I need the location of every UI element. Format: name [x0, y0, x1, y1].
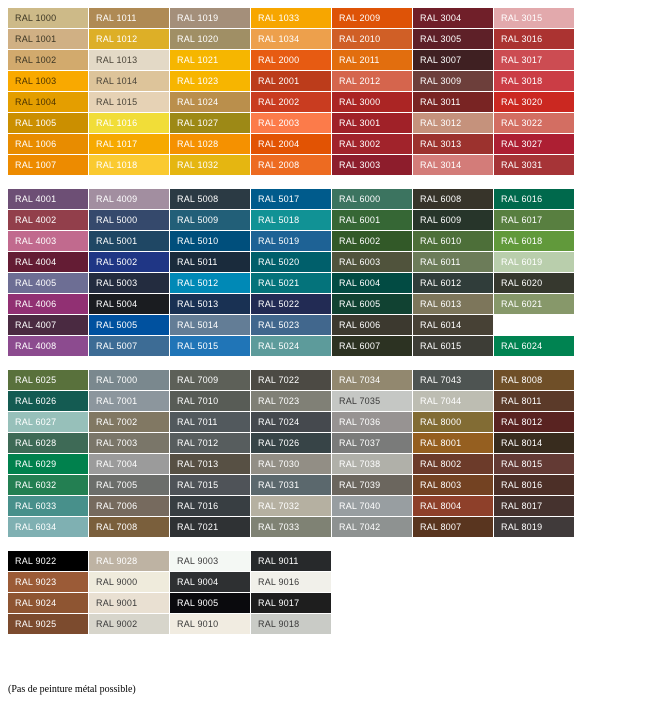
color-swatch[interactable]: RAL 1012 — [89, 29, 169, 49]
color-swatch[interactable]: RAL 3001 — [332, 113, 412, 133]
column-ral-6008 — [413, 189, 493, 356]
color-swatch[interactable]: RAL 8002 — [413, 454, 493, 474]
color-swatch[interactable]: RAL 1004 — [8, 92, 88, 112]
color-swatch[interactable]: RAL 3012 — [413, 113, 493, 133]
color-swatch[interactable]: RAL 2008 — [251, 155, 331, 175]
color-swatch[interactable]: RAL 7005 — [89, 475, 169, 495]
color-swatch[interactable]: RAL 4006 — [8, 294, 88, 314]
color-swatch[interactable]: RAL 5010 — [170, 231, 250, 251]
color-swatch[interactable]: RAL 9017 — [251, 593, 331, 613]
column-ral-9022 — [8, 551, 88, 634]
color-swatch[interactable]: RAL 6004 — [332, 273, 412, 293]
color-swatch[interactable]: RAL 7012 — [170, 433, 250, 453]
color-swatch[interactable]: RAL 3013 — [413, 134, 493, 154]
color-swatch[interactable]: RAL 7040 — [332, 496, 412, 516]
color-swatch[interactable]: RAL 2004 — [251, 134, 331, 154]
color-swatch[interactable]: RAL 9016 — [251, 572, 331, 592]
color-swatch[interactable]: RAL 6009 — [413, 210, 493, 230]
color-swatch[interactable]: RAL 6001 — [332, 210, 412, 230]
color-groups — [0, 8, 665, 634]
grey-brown-group — [8, 370, 665, 537]
color-swatch[interactable]: RAL 8004 — [413, 496, 493, 516]
color-swatch[interactable]: RAL 1017 — [89, 134, 169, 154]
color-swatch[interactable]: RAL 6033 — [8, 496, 88, 516]
column-ral-4001 — [8, 189, 88, 356]
color-swatch[interactable]: RAL 6000 — [332, 189, 412, 209]
column-ral-6025 — [8, 370, 88, 537]
column-ral-6000 — [332, 189, 412, 356]
column-ral-2009 — [332, 8, 412, 175]
color-swatch[interactable]: RAL 7016 — [170, 496, 250, 516]
color-swatch[interactable]: RAL 1034 — [251, 29, 331, 49]
color-swatch[interactable]: RAL 5020 — [251, 252, 331, 272]
color-swatch[interactable]: RAL 7032 — [251, 496, 331, 516]
color-swatch[interactable]: RAL 7043 — [413, 370, 493, 390]
color-swatch[interactable]: RAL 1013 — [89, 50, 169, 70]
color-swatch[interactable]: RAL 3027 — [494, 134, 574, 154]
color-swatch[interactable]: RAL 5017 — [251, 189, 331, 209]
color-swatch[interactable]: RAL 6032 — [8, 475, 88, 495]
color-swatch[interactable]: RAL 7013 — [170, 454, 250, 474]
column-ral-7009 — [170, 370, 250, 537]
color-swatch[interactable]: RAL 3031 — [494, 155, 574, 175]
color-swatch[interactable]: RAL 6024 — [494, 336, 574, 356]
color-swatch[interactable]: RAL 4007 — [8, 315, 88, 335]
color-swatch[interactable]: RAL 7030 — [251, 454, 331, 474]
color-swatch[interactable]: RAL 6005 — [332, 294, 412, 314]
color-swatch[interactable]: RAL 5005 — [89, 315, 169, 335]
color-swatch[interactable]: RAL 1014 — [89, 71, 169, 91]
color-swatch[interactable]: RAL 6018 — [494, 231, 574, 251]
color-swatch[interactable]: RAL 7024 — [251, 412, 331, 432]
color-swatch[interactable]: RAL 2012 — [332, 71, 412, 91]
color-swatch[interactable]: RAL 5013 — [170, 294, 250, 314]
color-swatch[interactable]: RAL 8008 — [494, 370, 574, 390]
color-swatch[interactable]: RAL 3015 — [494, 8, 574, 28]
color-swatch[interactable]: RAL 7008 — [89, 517, 169, 537]
color-swatch[interactable]: RAL 9003 — [170, 551, 250, 571]
color-swatch[interactable]: RAL 5022 — [251, 294, 331, 314]
color-swatch[interactable]: RAL 3018 — [494, 71, 574, 91]
color-swatch[interactable]: RAL 4008 — [8, 336, 88, 356]
column-ral-8008 — [494, 370, 574, 537]
column-ral-7034 — [332, 370, 412, 537]
color-swatch[interactable]: RAL 5018 — [251, 210, 331, 230]
yellow-group — [8, 8, 665, 175]
column-ral-7022 — [251, 370, 331, 537]
color-swatch[interactable]: RAL 8003 — [413, 475, 493, 495]
color-swatch[interactable]: RAL 1018 — [89, 155, 169, 175]
color-swatch[interactable]: RAL 7021 — [170, 517, 250, 537]
color-swatch[interactable]: RAL 5019 — [251, 231, 331, 251]
color-swatch[interactable]: RAL 7038 — [332, 454, 412, 474]
violet-blue-green-group — [8, 189, 665, 356]
color-swatch[interactable]: RAL 9028 — [89, 551, 169, 571]
color-swatch[interactable]: RAL 7011 — [170, 412, 250, 432]
color-swatch[interactable]: RAL 5023 — [251, 315, 331, 335]
color-swatch[interactable]: RAL 4009 — [89, 189, 169, 209]
column-ral-1011 — [89, 8, 169, 175]
color-swatch[interactable]: RAL 1015 — [89, 92, 169, 112]
color-swatch[interactable]: RAL 1005 — [8, 113, 88, 133]
color-swatch[interactable]: RAL 5003 — [89, 273, 169, 293]
color-swatch[interactable]: RAL 6027 — [8, 412, 88, 432]
color-swatch[interactable]: RAL 7015 — [170, 475, 250, 495]
color-swatch[interactable]: RAL 8012 — [494, 412, 574, 432]
color-swatch[interactable]: RAL 7036 — [332, 412, 412, 432]
color-swatch[interactable]: RAL 1028 — [170, 134, 250, 154]
column-ral-1000 — [8, 8, 88, 175]
color-swatch[interactable]: RAL 6034 — [8, 517, 88, 537]
color-swatch[interactable]: RAL 4005 — [8, 273, 88, 293]
color-swatch[interactable]: RAL 5009 — [170, 210, 250, 230]
color-swatch[interactable]: RAL 8014 — [494, 433, 574, 453]
color-swatch[interactable]: RAL 5004 — [89, 294, 169, 314]
column-ral-7000 — [89, 370, 169, 537]
column-ral-6016 — [494, 189, 574, 356]
color-swatch[interactable]: RAL 5012 — [170, 273, 250, 293]
color-swatch[interactable]: RAL 8017 — [494, 496, 574, 516]
color-swatch[interactable]: RAL 9010 — [170, 614, 250, 634]
color-swatch[interactable]: RAL 5021 — [251, 273, 331, 293]
color-swatch[interactable]: RAL 8019 — [494, 517, 574, 537]
color-swatch[interactable]: RAL 2003 — [251, 113, 331, 133]
color-swatch[interactable]: RAL 1024 — [170, 92, 250, 112]
color-swatch[interactable]: RAL 6021 — [494, 294, 574, 314]
color-swatch[interactable]: RAL 1027 — [170, 113, 250, 133]
color-swatch[interactable]: RAL 9018 — [251, 614, 331, 634]
color-swatch[interactable]: RAL 6022 — [501, 320, 543, 330]
color-swatch[interactable]: RAL 6029 — [8, 454, 88, 474]
color-swatch[interactable]: RAL 6006 — [332, 315, 412, 335]
color-swatch[interactable]: RAL 8000 — [413, 412, 493, 432]
color-swatch[interactable]: RAL 9022 — [8, 551, 88, 571]
color-swatch[interactable]: RAL 9001 — [89, 593, 169, 613]
color-swatch[interactable]: RAL 2011 — [332, 50, 412, 70]
color-swatch[interactable]: RAL 3016 — [494, 29, 574, 49]
color-swatch[interactable]: RAL 2010 — [332, 29, 412, 49]
color-swatch[interactable]: RAL 1006 — [8, 134, 88, 154]
color-swatch[interactable]: RAL 1021 — [170, 50, 250, 70]
color-swatch[interactable]: RAL 2001 — [251, 71, 331, 91]
color-swatch[interactable]: RAL 1019 — [170, 8, 250, 28]
color-swatch[interactable]: RAL 6017 — [494, 210, 574, 230]
color-swatch[interactable]: RAL 6013 — [413, 294, 493, 314]
color-swatch[interactable]: RAL 1032 — [170, 155, 250, 175]
color-swatch[interactable]: RAL 7022 — [251, 370, 331, 390]
color-swatch[interactable]: RAL 1000 — [8, 8, 88, 28]
color-swatch[interactable]: RAL 7033 — [251, 517, 331, 537]
color-swatch[interactable]: RAL 7002 — [89, 412, 169, 432]
color-swatch[interactable]: RAL 3000 — [332, 92, 412, 112]
color-swatch[interactable]: RAL 9004 — [170, 572, 250, 592]
color-swatch[interactable]: RAL 7039 — [332, 475, 412, 495]
color-swatch[interactable]: RAL 6014 — [413, 315, 493, 335]
column-ral-1019 — [170, 8, 250, 175]
footnote: (Pas de peinture métal possible) — [8, 684, 136, 695]
color-swatch[interactable]: RAL 6020 — [494, 273, 574, 293]
color-swatch[interactable]: RAL 6015 — [413, 336, 493, 356]
color-swatch[interactable]: RAL 8001 — [413, 433, 493, 453]
column-ral-4009 — [89, 189, 169, 356]
color-swatch[interactable]: RAL 7037 — [332, 433, 412, 453]
color-swatch[interactable]: RAL 3017 — [494, 50, 574, 70]
color-swatch[interactable]: RAL 7044 — [413, 391, 493, 411]
color-swatch[interactable]: RAL 6019 — [494, 252, 574, 272]
color-swatch[interactable]: RAL 6025 — [8, 370, 88, 390]
color-swatch[interactable]: RAL 9000 — [89, 572, 169, 592]
color-swatch[interactable]: RAL 3005 — [413, 29, 493, 49]
color-swatch[interactable]: RAL 5008 — [170, 189, 250, 209]
color-swatch[interactable]: RAL 6016 — [494, 189, 574, 209]
color-swatch[interactable]: RAL 1002 — [8, 50, 88, 70]
color-swatch[interactable]: RAL 7001 — [89, 391, 169, 411]
color-swatch[interactable]: RAL 3009 — [413, 71, 493, 91]
color-swatch[interactable]: RAL 6028 — [8, 433, 88, 453]
color-swatch[interactable]: RAL 1020 — [170, 29, 250, 49]
color-swatch[interactable]: RAL 3014 — [413, 155, 493, 175]
column-ral-9028 — [89, 551, 169, 634]
color-swatch[interactable]: RAL 4004 — [8, 252, 88, 272]
color-swatch[interactable]: RAL 8015 — [494, 454, 574, 474]
color-swatch[interactable]: RAL 5011 — [170, 252, 250, 272]
color-swatch[interactable]: RAL 7006 — [89, 496, 169, 516]
color-swatch[interactable]: RAL 7003 — [89, 433, 169, 453]
color-swatch[interactable]: RAL 9011 — [251, 551, 331, 571]
color-swatch[interactable]: RAL 4001 — [8, 189, 88, 209]
color-swatch[interactable]: RAL 7004 — [89, 454, 169, 474]
column-ral-9003 — [170, 551, 250, 634]
column-ral-9011 — [251, 551, 331, 634]
color-swatch[interactable]: RAL 5007 — [89, 336, 169, 356]
color-swatch[interactable]: RAL 7042 — [332, 517, 412, 537]
color-swatch[interactable]: RAL 7023 — [251, 391, 331, 411]
column-ral-3015 — [494, 8, 574, 175]
color-swatch[interactable]: RAL 9024 — [8, 593, 88, 613]
color-swatch[interactable]: RAL 6010 — [413, 231, 493, 251]
color-swatch[interactable]: RAL 5002 — [89, 252, 169, 272]
color-swatch[interactable]: RAL 5015 — [170, 336, 250, 356]
column-ral-1033 — [251, 8, 331, 175]
color-swatch[interactable]: RAL 5000 — [89, 210, 169, 230]
color-swatch[interactable]: RAL 5014 — [170, 315, 250, 335]
color-swatch[interactable]: RAL 1023 — [170, 71, 250, 91]
color-swatch[interactable]: RAL 6011 — [413, 252, 493, 272]
color-swatch[interactable]: RAL 4002 — [8, 210, 88, 230]
color-swatch[interactable]: RAL 7000 — [89, 370, 169, 390]
color-swatch[interactable]: RAL 2009 — [332, 8, 412, 28]
color-swatch[interactable]: RAL 6002 — [332, 231, 412, 251]
color-swatch[interactable]: RAL 7034 — [332, 370, 412, 390]
color-swatch[interactable]: RAL 7031 — [251, 475, 331, 495]
color-swatch[interactable]: RAL 3007 — [413, 50, 493, 70]
color-swatch[interactable]: RAL 2002 — [251, 92, 331, 112]
color-swatch[interactable]: RAL 6003 — [332, 252, 412, 272]
color-swatch[interactable]: RAL 8011 — [494, 391, 574, 411]
color-swatch[interactable]: RAL 1011 — [89, 8, 169, 28]
color-swatch[interactable]: RAL 1007 — [8, 155, 88, 175]
column-ral-5017 — [251, 189, 331, 356]
color-swatch[interactable]: RAL 3011 — [413, 92, 493, 112]
color-swatch[interactable]: RAL 1016 — [89, 113, 169, 133]
color-swatch[interactable]: RAL 1001 — [8, 29, 88, 49]
color-swatch[interactable]: RAL 1033 — [251, 8, 331, 28]
color-swatch[interactable]: RAL 3022 — [494, 113, 574, 133]
color-swatch[interactable]: RAL 3003 — [332, 155, 412, 175]
black-white-group — [8, 551, 665, 634]
color-swatch[interactable]: RAL 7010 — [170, 391, 250, 411]
color-swatch[interactable]: RAL 5001 — [89, 231, 169, 251]
color-swatch[interactable]: RAL 7026 — [251, 433, 331, 453]
color-swatch[interactable]: RAL 6026 — [8, 391, 88, 411]
color-swatch[interactable]: RAL 8016 — [494, 475, 574, 495]
color-swatch[interactable]: RAL 1003 — [8, 71, 88, 91]
color-swatch[interactable]: RAL 3004 — [413, 8, 493, 28]
color-swatch[interactable]: RAL 7035 — [332, 391, 412, 411]
color-swatch[interactable]: RAL 6008 — [413, 189, 493, 209]
color-swatch[interactable]: RAL 5024 — [251, 336, 331, 356]
color-swatch[interactable]: RAL 9005 — [170, 593, 250, 613]
color-swatch[interactable]: RAL 9025 — [8, 614, 88, 634]
color-swatch[interactable]: RAL 3002 — [332, 134, 412, 154]
column-ral-3004 — [413, 8, 493, 175]
color-swatch[interactable]: RAL 6012 — [413, 273, 493, 293]
column-ral-5008 — [170, 189, 250, 356]
color-swatch[interactable]: RAL 4003 — [8, 231, 88, 251]
top-spacer — [0, 0, 665, 8]
color-swatch[interactable]: RAL 7009 — [170, 370, 250, 390]
color-swatch[interactable]: RAL 8007 — [413, 517, 493, 537]
color-swatch[interactable]: RAL 9023 — [8, 572, 88, 592]
column-ral-7043 — [413, 370, 493, 537]
color-swatch[interactable]: RAL 2000 — [251, 50, 331, 70]
color-swatch[interactable]: RAL 9002 — [89, 614, 169, 634]
color-swatch[interactable]: RAL 3020 — [494, 92, 574, 112]
color-swatch[interactable]: RAL 6007 — [332, 336, 412, 356]
